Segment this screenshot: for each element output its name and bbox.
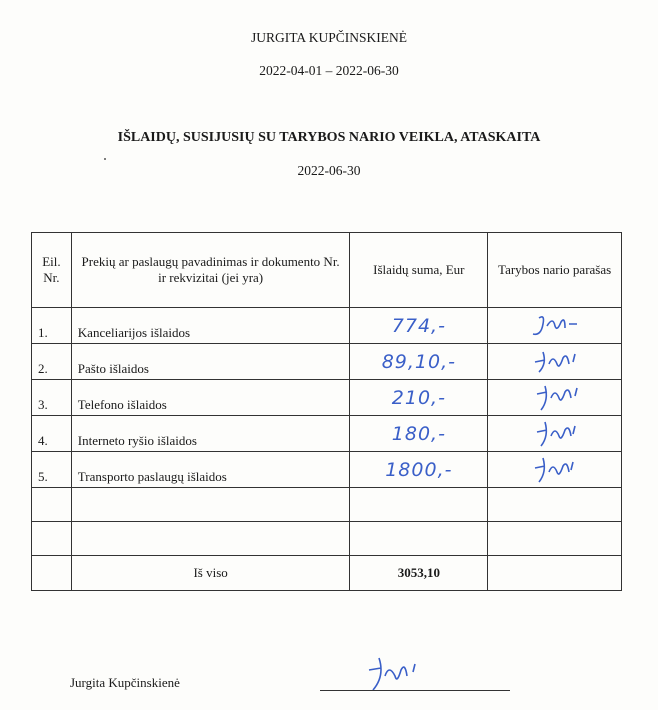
row-signature [488,308,622,344]
row-nr: 5. [32,452,72,488]
row-nr: 4. [32,416,72,452]
table-total-row [32,556,622,591]
report-date: 2022-06-30 [297,163,361,178]
signature-icon [525,384,585,412]
signature-icon [525,312,585,340]
header-name: Prekių ar paslaugų pavadinimas ir dokumento Nr. ir rekvizitai (jei yra) [71,233,350,308]
row-nr: 1. [32,308,72,344]
total-label: Iš viso [71,556,350,591]
header-nr: Eil. Nr. [32,233,72,308]
row-nr: 2. [32,344,72,380]
row-signature [488,416,622,452]
table-row-empty [32,488,622,522]
table-row-empty [32,522,622,556]
row-name: Pašto išlaidos [71,344,350,380]
table-row [32,452,622,488]
row-sum: 774,- [350,308,488,344]
footer-signature-icon [355,656,435,692]
row-sum: 1800,- [350,452,488,488]
signature-icon [525,348,585,376]
total-value: 3053,10 [350,556,488,591]
row-signature [488,380,622,416]
table-row [32,416,622,452]
row-name: Transporto paslaugų išlaidos [71,452,350,488]
signer-name: Jurgita Kupčinskienė [70,675,180,690]
row-nr: 3. [32,380,72,416]
table-row [32,380,622,416]
header-signature: Tarybos nario parašas [488,233,622,308]
person-name: JURGITA KUPČINSKIENĖ [250,30,408,45]
signature-icon [525,456,585,484]
row-sum: 180,- [350,416,488,452]
signature-icon [525,420,585,448]
row-sum: 89,10,- [350,344,488,380]
table-row [32,308,622,344]
row-name: Kanceliarijos išlaidos [71,308,350,344]
table-row [32,344,622,380]
row-signature [488,452,622,488]
row-signature [488,344,622,380]
expense-table [31,232,622,591]
header-sum: Išlaidų suma, Eur [350,233,488,308]
row-name: Interneto ryšio išlaidos [71,416,350,452]
row-name: Telefono išlaidos [71,380,350,416]
stray-dot [104,158,106,160]
signature-line [320,690,510,691]
report-title: IŠLAIDŲ, SUSIJUSIŲ SU TARYBOS NARIO VEIKLA, ATASKAITA [117,130,541,145]
report-period: 2022-04-01 – 2022-06-30 [259,63,399,78]
table-header-row [32,233,622,308]
row-sum: 210,- [350,380,488,416]
